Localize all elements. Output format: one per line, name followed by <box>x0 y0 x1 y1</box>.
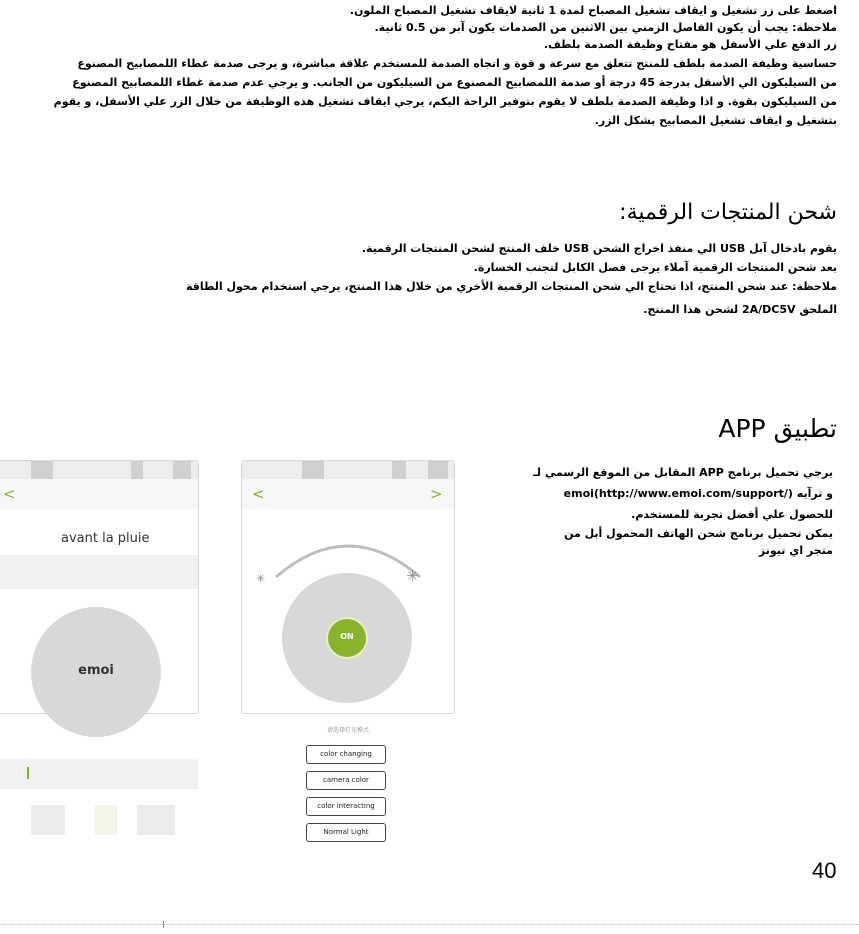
scene-circle[interactable] <box>31 607 161 737</box>
phone-screenshot-right <box>241 460 455 836</box>
brand-label: emoi <box>78 663 114 678</box>
intro-line: من السيليكون الي الأسفل بدرجة 45 درجة أو صدمة اللمصابيح المصنوع من السيليكون من الجانب. و يرجي عدم صدمة غطاء اللمصابيح المصنوع <box>72 76 837 89</box>
mode-caption: 请选择灯光模式 <box>326 727 369 734</box>
power-label: ON <box>340 632 354 641</box>
footer-rule <box>0 924 859 925</box>
charging-line: بعد شحن المنتجات الرقمية آملاء يرجى فصل الكابل لتجنب الخسارة. <box>473 261 837 274</box>
app-line: emoi(http://www.emoi.com/support/) و ترآيه <box>563 487 833 500</box>
page-number: 40 <box>812 858 837 883</box>
charging-heading: شحن المنتجات الرقمية: <box>619 200 837 225</box>
dim-icon: ✳ <box>256 572 266 585</box>
bright-icon: ✳ <box>406 567 419 585</box>
forward-arrow-icon[interactable]: > <box>430 485 443 503</box>
charging-line: الملحق 2A/DC5V لشحن هذا المنتج. <box>643 303 837 316</box>
intro-line: زر الدفع علي الأسفل هو مفتاح وظيفة الصدمة بلطف. <box>543 38 837 51</box>
back-arrow-icon[interactable]: < <box>252 485 265 503</box>
intro-line: اضغط على زر تشغيل و ايقاف تشغيل المصباح لمدة 1 ثانية لايقاف تشغيل المصباح الملون. <box>349 4 837 17</box>
status-bar <box>242 461 454 479</box>
app-line: للحصول علي أفضل تجربة للمستخدم. <box>631 508 833 521</box>
intro-line: ملاحظة: يجب أن يكون الفاصل الزمني بين الاثنين من الصدمات يكون آبر من 0.5 ثانية. <box>374 21 837 34</box>
phone-screenshot-left <box>0 460 199 714</box>
app-heading-text: تطبيق APP <box>718 414 837 443</box>
app-line: متجر اي تيونز <box>758 544 833 557</box>
status-bar <box>0 461 198 479</box>
intro-paragraph <box>17 2 837 129</box>
scene-title: avant la pluie <box>61 531 150 546</box>
back-arrow-icon[interactable]: < <box>3 485 16 503</box>
intro-line: حساسية وظيفة الصدمة بلطف للمنتج تتعلق مع سرعة و قوة و اتجاه الصدمة للمستخدم علاقة مباشرة، و يرجى صدمة غطاء اللمصابيح المصنوع <box>77 57 837 70</box>
control-circle <box>282 573 412 703</box>
nav-bar <box>0 479 198 509</box>
ghost-row <box>0 759 198 789</box>
slider-handle[interactable] <box>27 767 29 779</box>
thumbnail-strip <box>0 805 198 835</box>
ghost-row <box>0 555 198 589</box>
mode-color-interacting-button[interactable]: color interacting <box>306 797 386 816</box>
intro-line: من السيليكون بقوة. و اذا وظيفة الصدمة بلطف لا يقوم بتوفير الراحة اليكم، يرجي ايقاف تشغيل هذه الوظيفة من خلال الزر علي الأسفل، و يقوم <box>53 95 837 108</box>
mode-camera-color-button[interactable]: camera color <box>306 771 386 790</box>
app-heading <box>718 414 837 443</box>
mode-color-changing-button[interactable]: color changing <box>306 745 386 764</box>
intro-line: بتشغيل و ايقاف تشغيل المصابيح بشكل الزر. <box>594 114 837 127</box>
footer-tick <box>163 921 164 928</box>
charging-paragraph <box>17 240 837 318</box>
nav-bar <box>242 479 454 509</box>
app-paragraph <box>493 462 833 559</box>
charging-line: يقوم بادخال آبل USB الي منفذ اخراج الشحن USB خلف المنتج لشحن المنتجات الرقمية. <box>361 242 837 255</box>
power-button[interactable] <box>326 617 368 659</box>
app-line: يمكن تحميل برنامج شحن الهاتف المحمول أبل من <box>564 527 833 540</box>
charging-line: ملاحظة: عند شحن المنتج، اذا تحتاج الي شحن المنتجات الرقمية الأخري من خلال هذا المنتج، يرجي استخدام محول الطاقة <box>186 280 837 293</box>
app-line: يرجي تحميل برنامج APP المقابل من الموقع الرسمي لـ <box>533 466 833 479</box>
mode-normal-light-button[interactable]: Normal Light <box>306 823 386 842</box>
